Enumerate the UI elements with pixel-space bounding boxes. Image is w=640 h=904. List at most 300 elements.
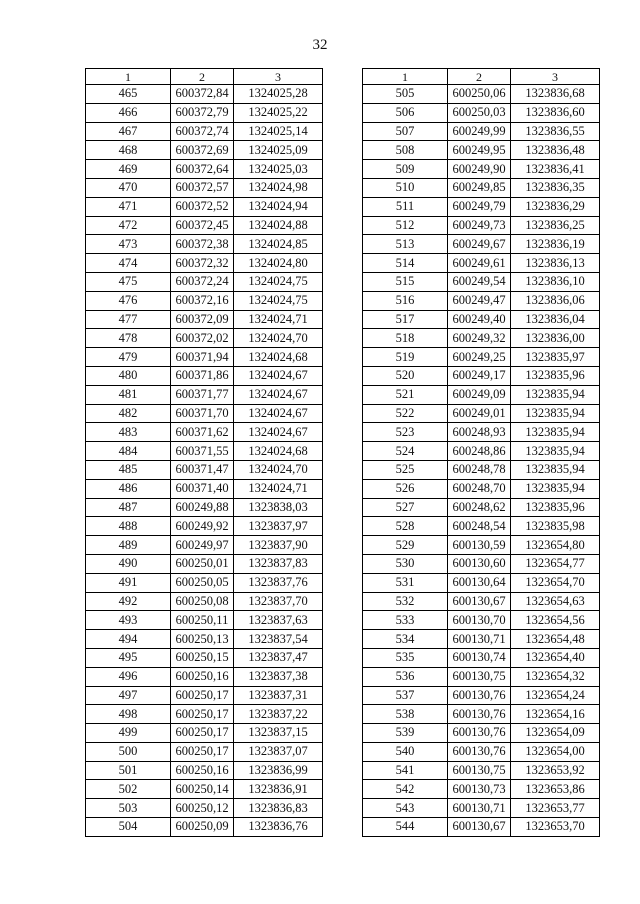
point-number-cell: 496 [86,667,171,686]
y-coordinate-cell: 1323653,70 [511,818,600,837]
y-coordinate-cell: 1323837,47 [234,648,323,667]
point-number-cell: 514 [363,254,448,273]
y-coordinate-cell: 1323835,94 [511,423,600,442]
y-coordinate-cell: 1323837,70 [234,592,323,611]
table-row [363,160,600,179]
y-coordinate-cell: 1323654,32 [511,667,600,686]
y-coordinate-cell: 1323835,96 [511,366,600,385]
x-coordinate-cell: 600250,17 [171,742,234,761]
point-number-cell: 539 [363,724,448,743]
table-row [86,780,323,799]
y-coordinate-cell: 1324025,14 [234,122,323,141]
y-coordinate-cell: 1323654,00 [511,742,600,761]
table-row [363,348,600,367]
x-coordinate-cell: 600371,47 [171,460,234,479]
y-coordinate-cell: 1323653,77 [511,799,600,818]
y-coordinate-cell: 1323654,63 [511,592,600,611]
x-coordinate-cell: 600250,16 [171,761,234,780]
table-row [363,85,600,104]
x-coordinate-cell: 600250,05 [171,573,234,592]
table-row [86,178,323,197]
y-coordinate-cell: 1324024,70 [234,329,323,348]
point-number-cell: 486 [86,479,171,498]
y-coordinate-cell: 1323654,77 [511,554,600,573]
point-number-cell: 503 [86,799,171,818]
table-row [86,554,323,573]
table-row [363,366,600,385]
point-number-cell: 536 [363,667,448,686]
x-coordinate-cell: 600249,47 [448,291,511,310]
table-row [86,103,323,122]
table-row [363,742,600,761]
table-row [363,573,600,592]
y-coordinate-cell: 1324024,67 [234,404,323,423]
point-number-cell: 472 [86,216,171,235]
x-coordinate-cell: 600130,70 [448,611,511,630]
table-row [86,460,323,479]
point-number-cell: 483 [86,423,171,442]
point-number-cell: 478 [86,329,171,348]
point-number-cell: 479 [86,348,171,367]
y-coordinate-cell: 1323836,06 [511,291,600,310]
table-row [86,348,323,367]
x-coordinate-cell: 600250,08 [171,592,234,611]
coordinates-table-left [85,68,323,837]
point-number-cell: 530 [363,554,448,573]
point-number-cell: 469 [86,160,171,179]
x-coordinate-cell: 600248,62 [448,498,511,517]
table-row [363,517,600,536]
y-coordinate-cell: 1323835,96 [511,498,600,517]
point-number-cell: 516 [363,291,448,310]
point-number-cell: 508 [363,141,448,160]
x-coordinate-cell: 600249,54 [448,272,511,291]
table-row [363,536,600,555]
table-row [363,780,600,799]
table-row [363,686,600,705]
y-coordinate-cell: 1323836,25 [511,216,600,235]
x-coordinate-cell: 600249,09 [448,385,511,404]
x-coordinate-cell: 600249,95 [448,141,511,160]
point-number-cell: 485 [86,460,171,479]
table-row [86,724,323,743]
point-number-cell: 467 [86,122,171,141]
x-coordinate-cell: 600130,76 [448,724,511,743]
coordinates-table-right [362,68,600,837]
y-coordinate-cell: 1323836,76 [234,818,323,837]
y-coordinate-cell: 1323836,29 [511,197,600,216]
table-row [363,272,600,291]
y-coordinate-cell: 1324025,03 [234,160,323,179]
table-row [86,216,323,235]
table-row [363,799,600,818]
x-coordinate-cell: 600250,03 [448,103,511,122]
x-coordinate-cell: 600249,40 [448,310,511,329]
x-coordinate-cell: 600371,70 [171,404,234,423]
point-number-cell: 520 [363,366,448,385]
table-row [86,385,323,404]
column-header: 3 [234,69,323,85]
table-row [86,235,323,254]
x-coordinate-cell: 600372,64 [171,160,234,179]
table-row [363,291,600,310]
point-number-cell: 515 [363,272,448,291]
table-row [86,329,323,348]
table-row [86,254,323,273]
y-coordinate-cell: 1323837,83 [234,554,323,573]
x-coordinate-cell: 600130,60 [448,554,511,573]
x-coordinate-cell: 600371,40 [171,479,234,498]
x-coordinate-cell: 600249,25 [448,348,511,367]
y-coordinate-cell: 1324024,67 [234,385,323,404]
x-coordinate-cell: 600249,73 [448,216,511,235]
point-number-cell: 505 [363,85,448,104]
x-coordinate-cell: 600248,86 [448,442,511,461]
y-coordinate-cell: 1323836,60 [511,103,600,122]
table-row [363,630,600,649]
y-coordinate-cell: 1323654,48 [511,630,600,649]
x-coordinate-cell: 600371,86 [171,366,234,385]
y-coordinate-cell: 1324024,75 [234,272,323,291]
y-coordinate-cell: 1323837,07 [234,742,323,761]
table-row [363,197,600,216]
y-coordinate-cell: 1324025,09 [234,141,323,160]
table-row [363,611,600,630]
y-coordinate-cell: 1324024,98 [234,178,323,197]
x-coordinate-cell: 600372,38 [171,235,234,254]
x-coordinate-cell: 600372,45 [171,216,234,235]
x-coordinate-cell: 600372,32 [171,254,234,273]
y-coordinate-cell: 1323654,40 [511,648,600,667]
point-number-cell: 490 [86,554,171,573]
table-row [363,705,600,724]
y-coordinate-cell: 1323835,94 [511,442,600,461]
y-coordinate-cell: 1323835,94 [511,404,600,423]
point-number-cell: 544 [363,818,448,837]
point-number-cell: 518 [363,329,448,348]
table-row [86,536,323,555]
table-row [86,648,323,667]
table-row [86,498,323,517]
table-row [86,442,323,461]
x-coordinate-cell: 600250,15 [171,648,234,667]
x-coordinate-cell: 600250,12 [171,799,234,818]
x-coordinate-cell: 600249,85 [448,178,511,197]
x-coordinate-cell: 600250,17 [171,724,234,743]
point-number-cell: 526 [363,479,448,498]
point-number-cell: 482 [86,404,171,423]
table-row [86,122,323,141]
y-coordinate-cell: 1324025,22 [234,103,323,122]
point-number-cell: 502 [86,780,171,799]
y-coordinate-cell: 1324025,28 [234,85,323,104]
point-number-cell: 465 [86,85,171,104]
point-number-cell: 509 [363,160,448,179]
y-coordinate-cell: 1323838,03 [234,498,323,517]
x-coordinate-cell: 600248,78 [448,460,511,479]
x-coordinate-cell: 600130,76 [448,742,511,761]
column-header: 2 [171,69,234,85]
point-number-cell: 524 [363,442,448,461]
x-coordinate-cell: 600250,11 [171,611,234,630]
point-number-cell: 499 [86,724,171,743]
table-row [363,141,600,160]
y-coordinate-cell: 1323836,00 [511,329,600,348]
table-row [86,611,323,630]
point-number-cell: 480 [86,366,171,385]
point-number-cell: 529 [363,536,448,555]
table-row [363,479,600,498]
table-row [363,216,600,235]
point-number-cell: 504 [86,818,171,837]
y-coordinate-cell: 1324024,80 [234,254,323,273]
x-coordinate-cell: 600130,71 [448,799,511,818]
page-number: 32 [312,37,328,53]
y-coordinate-cell: 1324024,71 [234,479,323,498]
point-number-cell: 527 [363,498,448,517]
x-coordinate-cell: 600372,02 [171,329,234,348]
table-row [363,310,600,329]
y-coordinate-cell: 1324024,70 [234,460,323,479]
y-coordinate-cell: 1324024,68 [234,348,323,367]
table-row [86,592,323,611]
table-row [86,517,323,536]
x-coordinate-cell: 600130,75 [448,761,511,780]
table-header-row [86,69,323,85]
y-coordinate-cell: 1323654,09 [511,724,600,743]
table-row [86,742,323,761]
x-coordinate-cell: 600372,74 [171,122,234,141]
x-coordinate-cell: 600250,06 [448,85,511,104]
y-coordinate-cell: 1324024,68 [234,442,323,461]
point-number-cell: 501 [86,761,171,780]
y-coordinate-cell: 1324024,94 [234,197,323,216]
y-coordinate-cell: 1323653,92 [511,761,600,780]
table-row [363,385,600,404]
y-coordinate-cell: 1323836,48 [511,141,600,160]
point-number-cell: 523 [363,423,448,442]
x-coordinate-cell: 600249,97 [171,536,234,555]
point-number-cell: 540 [363,742,448,761]
y-coordinate-cell: 1324024,85 [234,235,323,254]
x-coordinate-cell: 600250,13 [171,630,234,649]
y-coordinate-cell: 1323836,13 [511,254,600,273]
table-row [363,724,600,743]
table-row [86,160,323,179]
point-number-cell: 487 [86,498,171,517]
table-row [363,442,600,461]
table-row [86,630,323,649]
table-row [363,648,600,667]
point-number-cell: 525 [363,460,448,479]
x-coordinate-cell: 600371,62 [171,423,234,442]
x-coordinate-cell: 600372,16 [171,291,234,310]
table-row [363,122,600,141]
y-coordinate-cell: 1323837,63 [234,611,323,630]
x-coordinate-cell: 600250,17 [171,705,234,724]
y-coordinate-cell: 1323837,15 [234,724,323,743]
x-coordinate-cell: 600372,57 [171,178,234,197]
point-number-cell: 468 [86,141,171,160]
point-number-cell: 476 [86,291,171,310]
point-number-cell: 511 [363,197,448,216]
point-number-cell: 533 [363,611,448,630]
x-coordinate-cell: 600130,76 [448,686,511,705]
x-coordinate-cell: 600250,16 [171,667,234,686]
column-header: 2 [448,69,511,85]
table-row [86,479,323,498]
table-row [363,178,600,197]
y-coordinate-cell: 1323654,56 [511,611,600,630]
y-coordinate-cell: 1323837,38 [234,667,323,686]
x-coordinate-cell: 600130,67 [448,592,511,611]
point-number-cell: 513 [363,235,448,254]
table-row [86,667,323,686]
x-coordinate-cell: 600372,79 [171,103,234,122]
y-coordinate-cell: 1323654,70 [511,573,600,592]
table-row [363,460,600,479]
x-coordinate-cell: 600130,59 [448,536,511,555]
point-number-cell: 488 [86,517,171,536]
table-row [86,85,323,104]
y-coordinate-cell: 1323836,04 [511,310,600,329]
y-coordinate-cell: 1324024,88 [234,216,323,235]
table-row [86,573,323,592]
x-coordinate-cell: 600249,90 [448,160,511,179]
point-number-cell: 528 [363,517,448,536]
y-coordinate-cell: 1323837,97 [234,517,323,536]
table-row [363,761,600,780]
x-coordinate-cell: 600249,99 [448,122,511,141]
x-coordinate-cell: 600130,73 [448,780,511,799]
y-coordinate-cell: 1324024,67 [234,366,323,385]
y-coordinate-cell: 1323836,55 [511,122,600,141]
x-coordinate-cell: 600372,84 [171,85,234,104]
x-coordinate-cell: 600250,01 [171,554,234,573]
x-coordinate-cell: 600372,24 [171,272,234,291]
x-coordinate-cell: 600249,17 [448,366,511,385]
x-coordinate-cell: 600250,17 [171,686,234,705]
x-coordinate-cell: 600371,55 [171,442,234,461]
table-row [86,761,323,780]
y-coordinate-cell: 1323837,31 [234,686,323,705]
y-coordinate-cell: 1323835,97 [511,348,600,367]
table-row [363,818,600,837]
point-number-cell: 506 [363,103,448,122]
y-coordinate-cell: 1324024,71 [234,310,323,329]
point-number-cell: 475 [86,272,171,291]
x-coordinate-cell: 600248,70 [448,479,511,498]
x-coordinate-cell: 600248,54 [448,517,511,536]
point-number-cell: 497 [86,686,171,705]
y-coordinate-cell: 1323836,35 [511,178,600,197]
y-coordinate-cell: 1323837,54 [234,630,323,649]
x-coordinate-cell: 600371,94 [171,348,234,367]
column-header: 3 [511,69,600,85]
table-header-row [363,69,600,85]
point-number-cell: 522 [363,404,448,423]
point-number-cell: 531 [363,573,448,592]
x-coordinate-cell: 600249,88 [171,498,234,517]
y-coordinate-cell: 1323835,94 [511,479,600,498]
y-coordinate-cell: 1323836,91 [234,780,323,799]
table-row [86,291,323,310]
x-coordinate-cell: 600372,09 [171,310,234,329]
point-number-cell: 538 [363,705,448,724]
y-coordinate-cell: 1323837,22 [234,705,323,724]
point-number-cell: 534 [363,630,448,649]
point-number-cell: 542 [363,780,448,799]
table-row [86,366,323,385]
point-number-cell: 471 [86,197,171,216]
point-number-cell: 500 [86,742,171,761]
x-coordinate-cell: 600249,01 [448,404,511,423]
x-coordinate-cell: 600130,71 [448,630,511,649]
point-number-cell: 477 [86,310,171,329]
y-coordinate-cell: 1323835,98 [511,517,600,536]
x-coordinate-cell: 600249,67 [448,235,511,254]
y-coordinate-cell: 1323836,68 [511,85,600,104]
y-coordinate-cell: 1323837,90 [234,536,323,555]
table-row [86,818,323,837]
point-number-cell: 495 [86,648,171,667]
point-number-cell: 507 [363,122,448,141]
table-row [86,404,323,423]
y-coordinate-cell: 1323836,19 [511,235,600,254]
point-number-cell: 498 [86,705,171,724]
table-body-left [86,85,323,837]
y-coordinate-cell: 1323836,83 [234,799,323,818]
x-coordinate-cell: 600130,75 [448,667,511,686]
table-row [363,498,600,517]
y-coordinate-cell: 1323836,41 [511,160,600,179]
point-number-cell: 510 [363,178,448,197]
point-number-cell: 517 [363,310,448,329]
table-row [363,329,600,348]
point-number-cell: 535 [363,648,448,667]
y-coordinate-cell: 1323654,24 [511,686,600,705]
point-number-cell: 492 [86,592,171,611]
point-number-cell: 532 [363,592,448,611]
x-coordinate-cell: 600130,64 [448,573,511,592]
table-row [86,197,323,216]
point-number-cell: 470 [86,178,171,197]
x-coordinate-cell: 600250,09 [171,818,234,837]
table-row [363,423,600,442]
x-coordinate-cell: 600371,77 [171,385,234,404]
x-coordinate-cell: 600372,52 [171,197,234,216]
column-header: 1 [363,69,448,85]
y-coordinate-cell: 1323653,86 [511,780,600,799]
x-coordinate-cell: 600249,32 [448,329,511,348]
x-coordinate-cell: 600249,79 [448,197,511,216]
table-row [363,667,600,686]
table-row [363,103,600,122]
y-coordinate-cell: 1323837,76 [234,573,323,592]
point-number-cell: 493 [86,611,171,630]
point-number-cell: 474 [86,254,171,273]
table-row [86,310,323,329]
point-number-cell: 543 [363,799,448,818]
point-number-cell: 521 [363,385,448,404]
y-coordinate-cell: 1323654,16 [511,705,600,724]
x-coordinate-cell: 600250,14 [171,780,234,799]
point-number-cell: 537 [363,686,448,705]
point-number-cell: 481 [86,385,171,404]
y-coordinate-cell: 1323835,94 [511,385,600,404]
table-row [363,404,600,423]
point-number-cell: 491 [86,573,171,592]
